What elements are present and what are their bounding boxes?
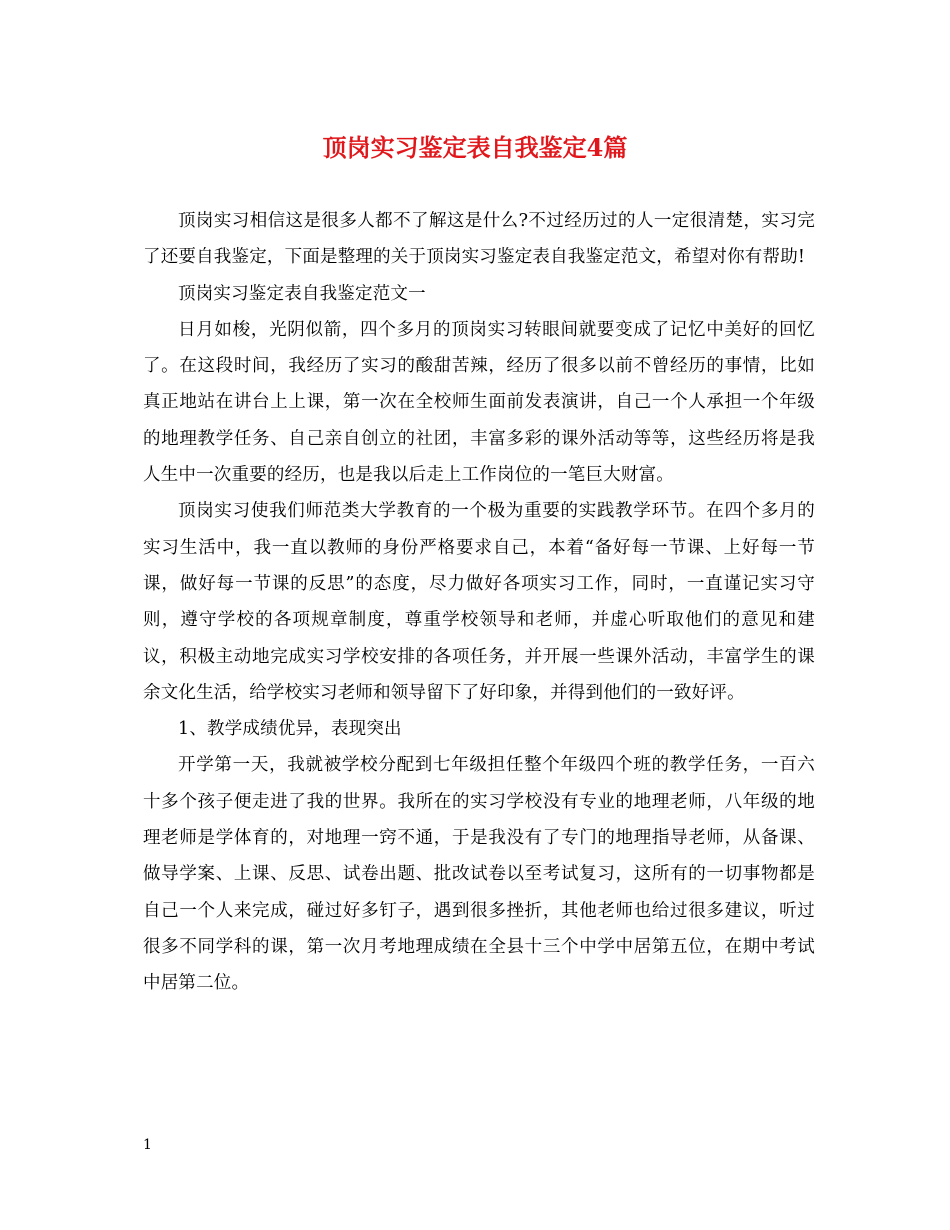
body-paragraph: 开学第一天，我就被学校分配到七年级担任整个年级四个班的教学任务，一百六十多个孩子便走进了我的世界。我所在的实习学校没有专业的地理老师，八年级的地理老师是学体育的，对地理一窍不通，于是我没有了专门的地理指导老师，从备课、做导学案、上课、反思、试卷出题、批改试卷以至考试复习，这所有的一切事物都是自己一个人来完成，碰过好多钉子，遇到很多挫折，其他老师也给过很多建议，听过很多不同学科的课，第一次月考地理成绩在全县十三个中学中居第五位，在期中考试中居第二位。 bbox=[143, 755, 815, 994]
document-title: 顶岗实习鉴定表自我鉴定4篇 bbox=[322, 133, 628, 162]
body-paragraph: 日月如梭，光阴似箭，四个多月的顶岗实习转眼间就要变成了记忆中美好的回忆了。在这段时间，我经历了实习的酸甜苦辣，经历了很多以前不曾经历的事情，比如真正地站在讲台上上课，第一次在全校师生面前发表演讲，自己一个人承担一个年级的地理教学任务、自己亲自创立的社团，丰富多彩的课外活动等等，这些经历将是我人生中一次重要的经历，也是我以后走上工作岗位的一笔巨大财富。 bbox=[143, 319, 815, 486]
section-heading-sample-one: 顶岗实习鉴定表自我鉴定范文一 bbox=[178, 283, 426, 304]
intro-paragraph: 顶岗实习相信这是很多人都不了解这是什么?不过经历过的人一定很清楚，实习完了还要自我鉴定，下面是整理的关于顶岗实习鉴定表自我鉴定范文，希望对你有帮助! bbox=[143, 211, 815, 268]
document-body bbox=[143, 203, 815, 1002]
page-number: 1 bbox=[143, 1137, 152, 1153]
body-paragraph: 顶岗实习使我们师范类大学教育的一个极为重要的实践教学环节。在四个多月的实习生活中，我一直以教师的身份严格要求自己，本着“备好每一节课、上好每一节课，做好每一节课的反思”的态度，尽力做好各项实习工作，同时，一直谨记实习守则，遵守学校的各项规章制度，尊重学校领导和老师，并虚心听取他们的意见和建议，积极主动地完成实习学校安排的各项任务，并开展一些课外活动，丰富学生的课余文化生活，给学校实习老师和领导留下了好印象，并得到他们的一致好评。 bbox=[143, 501, 815, 703]
subheading-teaching-results: 1、教学成绩优异，表现突出 bbox=[178, 719, 402, 740]
